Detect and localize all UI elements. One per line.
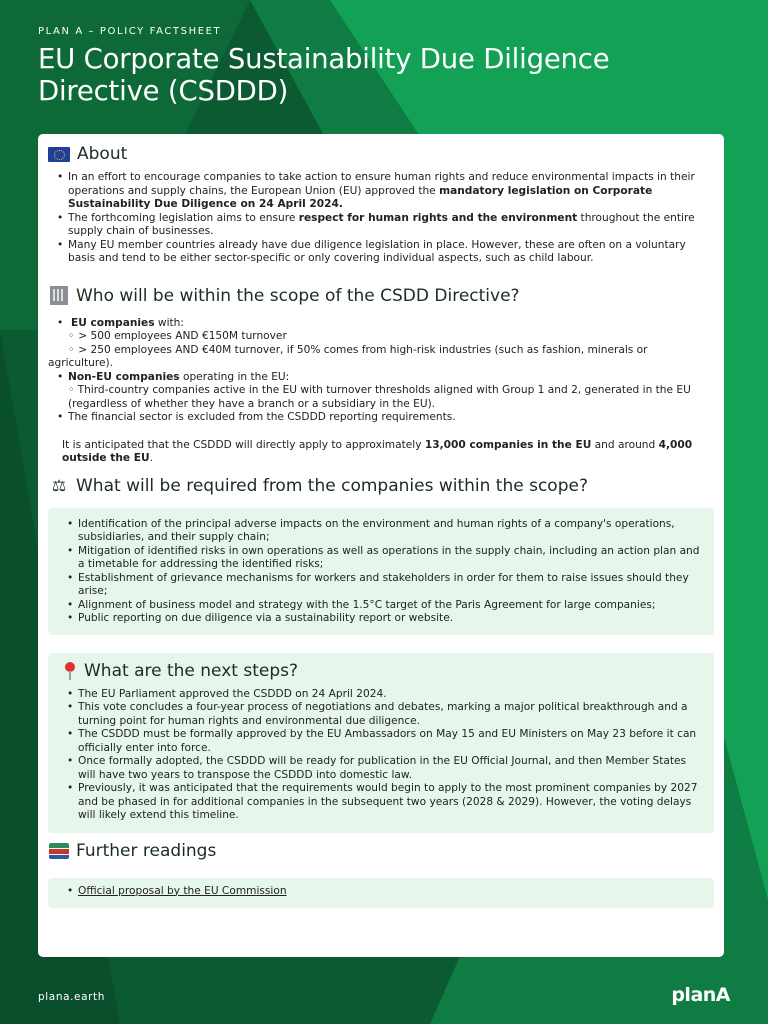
list-item [58,885,706,899]
list-item: • This vote concludes a four-year process of negotiations and debates, marking a major political breakthrough and a turning point for human rights and environmental due diligence. [58,701,706,728]
non-eu-criterion: ◦ Third-country companies active in the EU with turnover thresholds aligned with Group 1 and 2, generated in the EU (regardless of whether they have a branch or a subsidiary in the EU). [68,384,691,410]
about-b3-text: Many EU member countries already have due diligence legislation in place. However, these are often on a voluntary basis and tend to be either sector-specific or only covering individual aspects, such as child labour. [68,238,686,264]
next-steps-box [48,653,714,833]
list-item: • Public reporting on due diligence via a sustainability report or website. [58,612,706,626]
required-heading [48,474,714,498]
list-item: • Establishment of grievance mechanisms for workers and stakeholders in order for them to raise issues should they arise; [58,572,706,599]
further-readings-heading [48,839,714,863]
list-item: ◦ > 500 employees AND €150M turnover [68,330,287,342]
non-eu-companies-label: Non-EU companies [68,370,180,383]
eu-flag-icon [48,147,70,162]
list-item: • The CSDDD must be formally approved by the EU Ambassadors on May 15 and EU Ministers on May 23 before it can officially enter into force. [58,728,706,755]
eu-criterion-1: > 500 employees AND €150M turnover [78,330,287,342]
about-b2-text: The forthcoming legislation aims to ensure [68,211,299,224]
factsheet-kicker: PLAN A – POLICY FACTSHEET [38,26,222,37]
estimate-eu-count: 13,000 companies in the EU [424,438,592,451]
next-steps-heading [61,659,706,683]
scope-list [48,317,714,425]
eu-criterion-2: > 250 employees AND €40M turnover, if 50% comes from high-risk industries (such as fashion, minerals or agriculture). [48,343,648,369]
required-box [48,508,714,635]
official-proposal-link[interactable]: Official proposal by the EU Commission [78,884,287,897]
list-item: • The EU Parliament approved the CSDDD on 24 April 2024. [58,688,706,702]
list-item: ◦ > 250 employees AND €40M turnover, if 50% comes from high-risk industries (such as fashion, minerals or agriculture). [48,343,648,369]
scope-estimate [48,439,714,466]
list-item: • Identification of the principal adverse impacts on the environment and human rights of a company's operations, subsidiaries, and their supply chain; [58,518,706,545]
next-steps-title: What are the next steps? [84,660,298,681]
about-b2-bold: respect for human rights and the environment [298,211,578,224]
about-b2-tail: throughout the entire supply chain of businesses. [68,211,695,237]
non-eu-companies-tail: operating in the EU: [179,370,290,383]
required-title: What will be required from the companies within the scope? [76,475,588,496]
about-b1-bold: mandatory legislation on Corporate Sustainability Due Diligence on 24 April 2024. [68,184,653,210]
footer-website: plana.earth [38,991,106,1003]
estimate-non-eu-count: 4,000 outside the EU [62,438,693,464]
estimate-tail: . [149,452,153,464]
about-list [48,171,714,266]
list-item: • Once formally adopted, the CSDDD will be ready for publication in the EU Official Journal, and then Member States will have two years to transpose the CSDDD into domestic law. [58,755,706,782]
list-item [48,212,714,239]
factsheet-card [38,134,724,957]
books-icon [49,843,69,859]
list-item [48,371,714,385]
round-pushpin-icon [61,662,81,680]
page-header [38,26,738,107]
estimate-text: It is anticipated that the CSDDD will directly apply to approximately [62,438,425,451]
page-title [38,43,738,107]
further-readings-title: Further readings [76,840,217,861]
office-building-icon [50,286,68,305]
required-list [58,518,706,626]
list-item: • Alignment of business model and strategy with the 1.5°C target of the Paris Agreement for large companies; [58,599,706,613]
about-title: About [77,144,128,164]
list-item: • Mitigation of identified risks in own operations as well as operations in the supply chain, including an action plan and a timetable for addressing the identified risks; [58,545,706,572]
list-item: • Previously, it was anticipated that the requirements would begin to apply to the most prominent companies by 2027 and be phased in for additional companies in the subsequent two years (2028 & 2029). However, the voting delays will likely extend this timeline. [58,782,706,823]
scope-title: Who will be within the scope of the CSDD Directive? [76,285,520,306]
further-readings-list [58,885,706,899]
financial-sector-note: The financial sector is excluded from the CSDDD reporting requirements. [68,411,456,423]
page-title-line-1: EU Corporate Sustainability Due Diligence [38,43,610,75]
next-steps-list [58,688,706,823]
further-readings-box [48,878,714,909]
estimate-mid: and around [591,438,659,451]
list-item [48,171,714,212]
about-heading [48,142,714,166]
list-item [48,317,714,331]
plana-logo: planA [671,984,730,1006]
page-title-line-2: Directive (CSDDD) [38,75,289,107]
scope-heading [48,284,714,308]
eu-companies-label: EU companies [71,316,155,329]
list-item [48,411,714,425]
list-item [48,384,714,411]
about-b1-text: In an effort to encourage companies to take action to ensure human rights and reduce environmental impacts in their operations and supply chains, the European Union (EU) approved the [68,171,695,197]
eu-companies-tail: with: [154,316,184,329]
list-item [48,239,714,266]
balance-scale-icon: ⚖ [51,476,67,495]
